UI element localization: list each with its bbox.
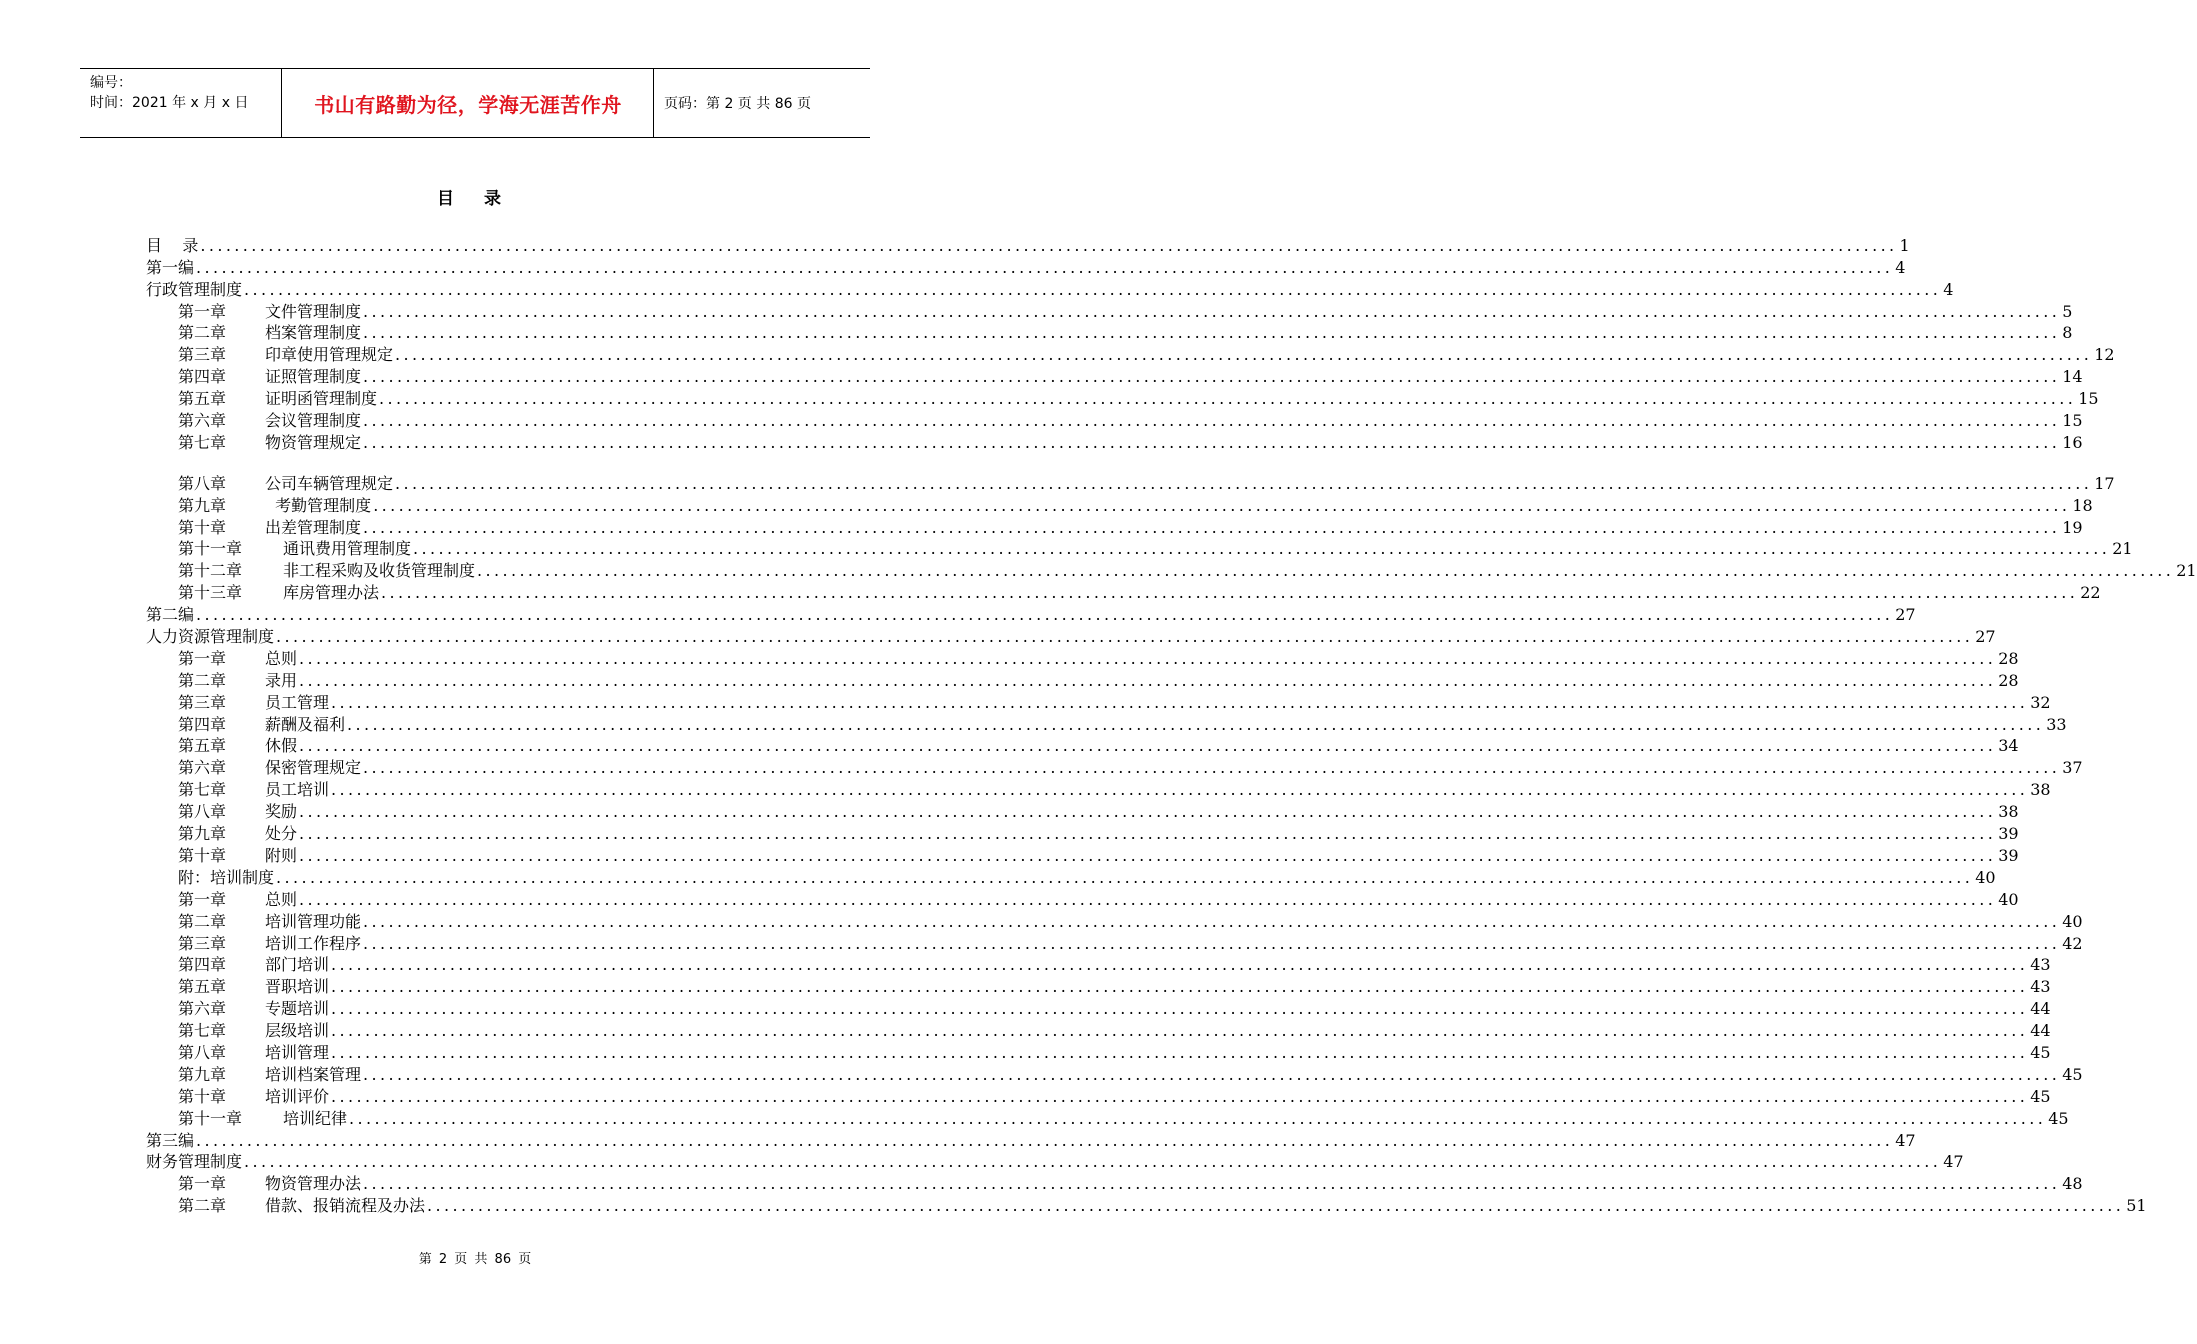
toc-page-number: 17 <box>2094 473 2115 493</box>
toc-entry-label <box>146 934 361 954</box>
toc-page-number: 45 <box>2048 1108 2069 1128</box>
toc-page-number: 33 <box>2046 714 2067 734</box>
toc-page-number: 40 <box>1975 867 1996 887</box>
toc-entry-title: 晋职培训 <box>265 977 330 997</box>
toc-entry-title: 培训管理 <box>265 1042 330 1062</box>
toc-entry[interactable] <box>146 322 2073 344</box>
toc-entry-label <box>146 736 297 756</box>
toc-leader-dots: ........................................................................................................................................................................................................ <box>395 473 2093 493</box>
toc-chapter-number: 第一章 <box>178 648 227 668</box>
toc-entry-title: 录用 <box>265 670 298 690</box>
toc-chapter-number: 第二章 <box>178 1196 227 1216</box>
toc-entry-label <box>146 1174 361 1194</box>
toc-leader-dots: ........................................................................................................................................................................................................ <box>299 889 1997 909</box>
toc-entry-label <box>146 561 475 581</box>
toc-leader-dots: ........................................................................................................................................................................................................ <box>331 780 2029 800</box>
toc-page-number: 40 <box>1998 889 2019 909</box>
toc-entry-label <box>146 977 329 997</box>
toc-entry-title: 培训管理功能 <box>265 911 362 931</box>
toc-leader-dots: ........................................................................................................................................................................................................ <box>373 495 2071 515</box>
toc-page-number: 43 <box>2030 977 2051 997</box>
toc-entry[interactable] <box>146 997 2051 1019</box>
toc-entry-label <box>146 433 361 453</box>
toc-entry-title: 人力资源管理制度 <box>146 627 275 647</box>
toc-entry[interactable] <box>146 1129 1916 1151</box>
toc-page-number: 8 <box>2062 323 2073 343</box>
toc-entry[interactable] <box>146 234 1910 256</box>
toc-leader-dots: ........................................................................................................................................................................................................ <box>196 605 1894 625</box>
toc-entry-label <box>146 236 198 256</box>
toc-entry-title: 考勤管理制度 <box>265 495 372 515</box>
toc-entry-title: 处分 <box>265 824 298 844</box>
table-of-contents <box>146 234 2197 1216</box>
toc-page-number: 21 <box>2176 561 2197 581</box>
toc-chapter-number: 第七章 <box>178 1021 227 1041</box>
toc-entry-label <box>146 1109 347 1129</box>
toc-page-number: 37 <box>2062 758 2083 778</box>
toc-entry-label <box>146 345 393 365</box>
toc-chapter-number: 第一章 <box>178 301 227 321</box>
toc-entry-label <box>146 496 371 516</box>
toc-entry-label <box>146 258 194 278</box>
toc-entry-label <box>146 627 274 647</box>
toc-entry-label <box>146 1065 361 1085</box>
toc-page-number: 38 <box>1998 802 2019 822</box>
toc-leader-dots: ........................................................................................................................................................................................................ <box>331 977 2029 997</box>
toc-chapter-number: 第二章 <box>178 323 227 343</box>
toc-entry[interactable] <box>146 559 2197 581</box>
toc-leader-dots: ........................................................................................................................................................................................................ <box>244 279 1942 299</box>
toc-entry-label <box>146 323 361 343</box>
toc-chapter-number: 第十章 <box>178 845 227 865</box>
toc-entry-label <box>146 1152 242 1172</box>
toc-chapter-number: 第十章 <box>178 517 227 537</box>
toc-leader-dots: ........................................................................................................................................................................................................ <box>299 802 1997 822</box>
toc-entry[interactable] <box>146 516 2083 538</box>
toc-entry[interactable] <box>146 1019 2051 1041</box>
toc-entry[interactable] <box>146 954 2051 976</box>
toc-page-number: 48 <box>2062 1174 2083 1194</box>
toc-page-number: 19 <box>2062 517 2083 537</box>
toc-entry-label <box>146 1131 194 1151</box>
toc-entry[interactable] <box>146 278 1954 300</box>
toc-chapter-number: 第六章 <box>178 999 227 1019</box>
header-meta <box>80 69 282 137</box>
toc-entry-label <box>146 846 297 866</box>
toc-chapter-number: 第七章 <box>178 780 227 800</box>
toc-entry[interactable] <box>146 756 2083 778</box>
toc-chapter-number: 第七章 <box>178 432 227 452</box>
toc-entry-title: 培训工作程序 <box>265 933 362 953</box>
toc-chapter-number: 第九章 <box>178 1064 227 1084</box>
toc-entry-label <box>146 539 411 559</box>
toc-leader-dots: ........................................................................................................................................................................................................ <box>299 648 1997 668</box>
toc-entry-label <box>146 890 297 910</box>
toc-leader-dots: ........................................................................................................................................................................................................ <box>196 257 1894 277</box>
toc-leader-dots: ........................................................................................................................................................................................................ <box>331 999 2029 1019</box>
toc-leader-dots: ........................................................................................................................................................................................................ <box>363 1174 2061 1194</box>
toc-chapter-number: 第一章 <box>178 1174 227 1194</box>
toc-entry[interactable] <box>146 431 2083 453</box>
toc-page-number: 27 <box>1975 627 1996 647</box>
toc-entry-title: 员工培训 <box>265 780 330 800</box>
toc-leader-dots: ........................................................................................................................................................................................................ <box>381 583 2079 603</box>
toc-entry[interactable] <box>146 625 1996 647</box>
toc-entry-title: 总则 <box>265 889 298 909</box>
toc-chapter-number: 第四章 <box>178 367 227 387</box>
toc-page-number: 45 <box>2030 1086 2051 1106</box>
toc-chapter-number: 第九章 <box>178 824 227 844</box>
toc-entry-title: 第三编 <box>146 1130 195 1150</box>
toc-leader-dots: ........................................................................................................................................................................................................ <box>331 1086 2029 1106</box>
toc-entry-title: 培训评价 <box>265 1086 330 1106</box>
toc-entry-title: 薪酬及福利 <box>265 714 346 734</box>
toc-entry-label <box>146 780 329 800</box>
time-label: 时间：2021 年 x 月 x 日 <box>90 95 249 111</box>
toc-chapter-number: 第四章 <box>178 714 227 734</box>
toc-leader-dots: ........................................................................................................................................................................................................ <box>379 389 2077 409</box>
toc-entry-title: 附则 <box>265 845 298 865</box>
toc-entry[interactable] <box>146 844 2019 866</box>
page-footer: 第 2 页 共 86 页 <box>418 1252 532 1267</box>
toc-entry[interactable] <box>146 735 2019 757</box>
toc-page-number: 21 <box>2112 539 2133 559</box>
toc-entry-title: 休假 <box>265 736 298 756</box>
toc-page-number: 18 <box>2072 495 2093 515</box>
toc-entry-label <box>146 758 361 778</box>
toc-leader-dots: ........................................................................................................................................................................................................ <box>363 432 2061 452</box>
toc-page-number: 4 <box>1895 257 1906 277</box>
toc-entry[interactable] <box>146 256 1906 278</box>
toc-chapter-number: 第二章 <box>178 670 227 690</box>
toc-chapter-number: 第九章 <box>178 495 227 515</box>
toc-leader-dots: ........................................................................................................................................................................................................ <box>349 1108 2047 1128</box>
toc-entry-title: 库房管理办法 <box>283 583 380 603</box>
toc-entry-title: 员工管理 <box>265 692 330 712</box>
toc-entry-title: 培训档案管理 <box>265 1064 362 1084</box>
toc-entry-title: 非工程采购及收货管理制度 <box>283 561 476 581</box>
toc-entry-title: 奖励 <box>265 802 298 822</box>
toc-page-number: 39 <box>1998 845 2019 865</box>
toc-entry-title: 行政管理制度 <box>146 279 243 299</box>
toc-entry[interactable] <box>146 343 2115 365</box>
toc-entry[interactable] <box>146 538 2133 560</box>
toc-entry[interactable] <box>146 581 2101 603</box>
toc-leader-dots: ........................................................................................................................................................................................................ <box>200 235 1898 255</box>
toc-leader-dots: ........................................................................................................................................................................................................ <box>363 367 2061 387</box>
toc-entry-title: 层级培训 <box>265 1021 330 1041</box>
toc-entry-label <box>146 1087 329 1107</box>
toc-entry-title: 证照管理制度 <box>265 367 362 387</box>
toc-leader-dots: ........................................................................................................................................................................................................ <box>363 517 2061 537</box>
toc-entry-label <box>146 912 361 932</box>
toc-entry[interactable] <box>146 1151 1964 1173</box>
toc-page-number: 38 <box>2030 780 2051 800</box>
toc-entry-label <box>146 302 361 322</box>
toc-leader-dots: ........................................................................................................................................................................................................ <box>299 845 1997 865</box>
toc-entry[interactable] <box>146 387 2099 409</box>
page-header <box>80 68 870 138</box>
toc-entry[interactable] <box>146 975 2051 997</box>
toc-entry[interactable] <box>146 1085 2051 1107</box>
toc-entry[interactable] <box>146 1107 2069 1129</box>
toc-entry-label <box>146 824 297 844</box>
toc-entry-label <box>146 474 393 494</box>
toc-entry-label <box>146 1043 329 1063</box>
toc-leader-dots: ........................................................................................................................................................................................................ <box>395 345 2093 365</box>
toc-page-number: 12 <box>2094 345 2115 365</box>
toc-entry[interactable] <box>146 691 2051 713</box>
toc-leader-dots: ........................................................................................................................................................................................................ <box>477 561 2175 581</box>
header-page-info: 页码：第 2 页 共 86 页 <box>664 96 811 112</box>
toc-entry[interactable] <box>146 1063 2083 1085</box>
toc-page-number: 4 <box>1943 279 1954 299</box>
toc-entry-title: 部门培训 <box>265 955 330 975</box>
toc-page-number: 47 <box>1943 1152 1964 1172</box>
toc-chapter-number: 第八章 <box>178 1042 227 1062</box>
toc-chapter-number: 第十一章 <box>178 1108 243 1128</box>
toc-leader-dots: ........................................................................................................................................................................................................ <box>196 1130 1894 1150</box>
toc-leader-dots: ........................................................................................................................................................................................................ <box>363 758 2061 778</box>
toc-page-number: 51 <box>2126 1196 2147 1216</box>
toc-entry-title: 印章使用管理规定 <box>265 345 394 365</box>
toc-leader-dots: ........................................................................................................................................................................................................ <box>347 714 2045 734</box>
toc-page-number: 42 <box>2062 933 2083 953</box>
toc-chapter-number: 第五章 <box>178 736 227 756</box>
toc-entry-title: 物资管理规定 <box>265 432 362 452</box>
toc-entry-title: 目 录 <box>146 235 199 255</box>
toc-entry-title: 物资管理办法 <box>265 1174 362 1194</box>
toc-leader-dots: ........................................................................................................................................................................................................ <box>363 1064 2061 1084</box>
toc-page-number: 40 <box>2062 911 2083 931</box>
toc-leader-dots: ........................................................................................................................................................................................................ <box>299 670 1997 690</box>
toc-leader-dots: ........................................................................................................................................................................................................ <box>299 824 1997 844</box>
toc-entry-title: 文件管理制度 <box>265 301 362 321</box>
toc-entry[interactable] <box>146 669 2019 691</box>
toc-entry[interactable] <box>146 365 2083 387</box>
toc-entry-label <box>146 999 329 1019</box>
toc-chapter-number: 第四章 <box>178 955 227 975</box>
toc-leader-dots: ........................................................................................................................................................................................................ <box>244 1152 1942 1172</box>
toc-entry-label <box>146 693 329 713</box>
toc-chapter-number: 第六章 <box>178 411 227 431</box>
toc-leader-dots: ........................................................................................................................................................................................................ <box>427 1196 2125 1216</box>
toc-page-number: 15 <box>2078 389 2099 409</box>
toc-leader-dots: ........................................................................................................................................................................................................ <box>331 692 2029 712</box>
toc-leader-dots: ........................................................................................................................................................................................................ <box>331 1021 2029 1041</box>
toc-entry[interactable] <box>146 603 1916 625</box>
toc-chapter-number: 第十三章 <box>178 583 243 603</box>
toc-entry[interactable] <box>146 494 2093 516</box>
toc-chapter-number: 第十二章 <box>178 561 243 581</box>
toc-entry[interactable] <box>146 778 2051 800</box>
toc-leader-dots: ........................................................................................................................................................................................................ <box>363 411 2061 431</box>
toc-chapter-number: 第十章 <box>178 1086 227 1106</box>
toc-page-number: 47 <box>1895 1130 1916 1150</box>
toc-chapter-number: 第一章 <box>178 889 227 909</box>
toc-entry-label <box>146 868 274 888</box>
toc-page-number: 1 <box>1899 235 1910 255</box>
toc-entry[interactable] <box>146 1172 2083 1194</box>
toc-page-number: 14 <box>2062 367 2083 387</box>
toc-chapter-number: 第三章 <box>178 692 227 712</box>
toc-entry-title: 保密管理规定 <box>265 758 362 778</box>
toc-title: 目 录 <box>437 189 513 209</box>
toc-entry-title: 证明函管理制度 <box>265 389 378 409</box>
toc-entry[interactable] <box>146 300 2073 322</box>
toc-leader-dots: ........................................................................................................................................................................................................ <box>363 301 2061 321</box>
toc-page-number: 45 <box>2030 1042 2051 1062</box>
toc-chapter-number: 第八章 <box>178 473 227 493</box>
toc-entry-label <box>146 1021 329 1041</box>
toc-entry-title: 专题培训 <box>265 999 330 1019</box>
toc-entry[interactable] <box>146 472 2115 494</box>
toc-page-number: 45 <box>2062 1064 2083 1084</box>
toc-chapter-number: 第六章 <box>178 758 227 778</box>
toc-page-number: 15 <box>2062 411 2083 431</box>
toc-page-number: 44 <box>2030 999 2051 1019</box>
toc-chapter-number: 第五章 <box>178 977 227 997</box>
toc-entry-title: 财务管理制度 <box>146 1152 243 1172</box>
toc-entry[interactable] <box>146 800 2019 822</box>
toc-entry[interactable] <box>146 713 2067 735</box>
toc-entry-title: 第二编 <box>146 605 195 625</box>
toc-entry-title: 公司车辆管理规定 <box>265 473 394 493</box>
toc-page-number: 44 <box>2030 1021 2051 1041</box>
toc-entry[interactable] <box>146 866 1996 888</box>
toc-entry[interactable] <box>146 822 2019 844</box>
toc-page-number: 39 <box>1998 824 2019 844</box>
toc-chapter-number: 第三章 <box>178 933 227 953</box>
toc-leader-dots: ........................................................................................................................................................................................................ <box>276 867 1974 887</box>
toc-entry[interactable] <box>146 409 2083 431</box>
toc-entry-title: 通讯费用管理制度 <box>283 539 412 559</box>
toc-entry-label <box>146 955 329 975</box>
toc-page-number: 28 <box>1998 648 2019 668</box>
toc-entry-label <box>146 649 297 669</box>
toc-leader-dots: ........................................................................................................................................................................................................ <box>363 911 2061 931</box>
toc-page-number: 34 <box>1998 736 2019 756</box>
toc-entry-label <box>146 518 361 538</box>
toc-entry-label <box>146 389 377 409</box>
toc-page-number: 27 <box>1895 605 1916 625</box>
toc-page-number: 16 <box>2062 432 2083 452</box>
toc-entry-title: 借款、报销流程及办法 <box>265 1196 426 1216</box>
toc-entry[interactable] <box>146 1041 2051 1063</box>
toc-entry-label <box>146 280 242 300</box>
toc-chapter-number: 第十一章 <box>178 539 243 559</box>
toc-entry-title: 出差管理制度 <box>265 517 362 537</box>
toc-leader-dots: ........................................................................................................................................................................................................ <box>413 539 2111 559</box>
toc-entry-label <box>146 367 361 387</box>
toc-chapter-number: 第二章 <box>178 911 227 931</box>
number-label: 编号： <box>90 75 132 91</box>
toc-entry-title: 第一编 <box>146 257 195 277</box>
toc-page-number: 43 <box>2030 955 2051 975</box>
toc-page-number: 32 <box>2030 692 2051 712</box>
toc-entry[interactable] <box>146 647 2019 669</box>
toc-leader-dots: ........................................................................................................................................................................................................ <box>299 736 1997 756</box>
toc-entry-label <box>146 802 297 822</box>
toc-entry[interactable] <box>146 888 2019 910</box>
toc-entry-title: 会议管理制度 <box>265 411 362 431</box>
toc-entry-label <box>146 605 194 625</box>
toc-leader-dots: ........................................................................................................................................................................................................ <box>331 955 2029 975</box>
toc-entry-label <box>146 583 379 603</box>
toc-entry-title: 总则 <box>265 648 298 668</box>
toc-entry[interactable] <box>146 1194 2147 1216</box>
toc-entry[interactable] <box>146 910 2083 932</box>
toc-page-number: 5 <box>2062 301 2073 321</box>
toc-chapter-number: 第八章 <box>178 802 227 822</box>
toc-entry-label <box>146 671 297 691</box>
toc-entry-title: 附：培训制度 <box>178 867 275 887</box>
toc-entry[interactable] <box>146 932 2083 954</box>
toc-chapter-number: 第三章 <box>178 345 227 365</box>
toc-leader-dots: ........................................................................................................................................................................................................ <box>363 933 2061 953</box>
toc-page-number: 28 <box>1998 670 2019 690</box>
toc-entry-title: 档案管理制度 <box>265 323 362 343</box>
toc-entry-label <box>146 1196 425 1216</box>
toc-page-number: 22 <box>2080 583 2101 603</box>
toc-leader-dots: ........................................................................................................................................................................................................ <box>363 323 2061 343</box>
toc-entry-title: 培训纪律 <box>283 1108 348 1128</box>
toc-entry-label <box>146 411 361 431</box>
toc-entry-label <box>146 715 345 735</box>
motto-text: 书山有路勤为径，学海无涯苦作舟 <box>314 92 622 117</box>
toc-leader-dots: ........................................................................................................................................................................................................ <box>331 1042 2029 1062</box>
header-motto-cell <box>283 69 654 137</box>
toc-leader-dots: ........................................................................................................................................................................................................ <box>276 627 1974 647</box>
toc-chapter-number: 第五章 <box>178 389 227 409</box>
